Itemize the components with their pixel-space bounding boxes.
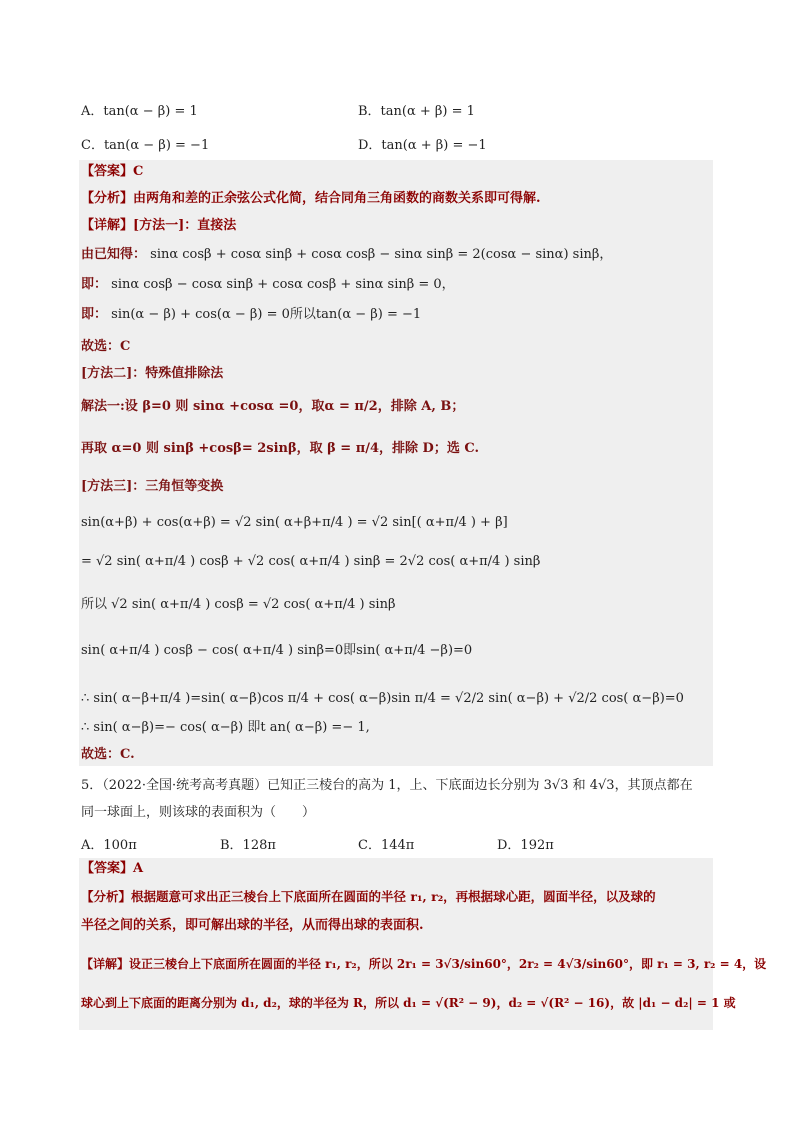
q4-line2-formula: sinα cosβ − cosα sinβ + cosα cosβ + sinα sinβ = 0， (111, 277, 455, 292)
method3-line2: = √2 sin( α+π/4 ) cosβ + √2 cos( α+π/4 ) sinβ = 2√2 cos( α+π/4 ) sinβ (81, 554, 541, 569)
q4-line3-label: 即： (81, 307, 108, 322)
method2-line1: 解法一:设 β=0 则 sinα +cosα =0，取α = π/2，排除 A, B； (81, 399, 465, 414)
q5-option-b: B．128π (220, 838, 276, 853)
q4-detail-heading: 【详解】[方法一]：直接法 (81, 218, 237, 233)
q4-option-a: A．tan(α − β) = 1 (81, 104, 198, 119)
q4-choose-2: 故选：C. (81, 747, 135, 762)
q5-answer: 【答案】A (81, 861, 144, 876)
q5-detail-line2: 球心到上下底面的距离分别为 d₁, d₂，球的半径为 R，所以 d₁ = √(R² − 9)，d₂ = √(R² − 16)，故 |d₁ − d₂| = 1 或 (81, 996, 736, 1010)
method3-line1: sin(α+β) + cos(α+β) = √2 sin( α+β+π/4 ) = √2 sin[( α+π/4 ) + β] (81, 515, 508, 530)
method3-heading: [方法三]：三角恒等变换 (81, 479, 224, 494)
q5-option-c: C．144π (358, 838, 415, 853)
method3-line4: sin( α+π/4 ) cosβ − cos( α+π/4 ) sinβ=0即sin( α+π/4 −β)=0 (81, 643, 473, 658)
q5-analysis-line1: 【分析】根据题意可求出正三棱台上下底面所在圆面的半径 r₁, r₂，再根据球心距，圆面半径，以及球的 (81, 889, 656, 904)
method2-line2: 再取 α=0 则 sinβ +cosβ= 2sinβ，取 β = π/4，排除 D；选 C. (81, 441, 480, 456)
q4-line1 (81, 248, 612, 261)
method3-line6: ∴ sin( α−β)=− cos( α−β) 即t an( α−β) =− 1, (81, 720, 370, 735)
q4-option-c: C．tan(α − β) = −1 (81, 138, 210, 153)
q5-option-a: A．100π (81, 838, 137, 853)
q4-analysis: 【分析】由两角和差的正余弦公式化简，结合同角三角函数的商数关系即可得解. (81, 191, 541, 206)
q4-choose-1: 故选：C (81, 339, 131, 354)
q4-line3-formula: sin(α − β) + cos(α − β) = 0所以tan(α − β) = −1 (111, 307, 422, 322)
q4-line1-formula: sinα cosβ + cosα sinβ + cosα cosβ − sinα sinβ = 2(cosα − sinα) sinβ， (150, 247, 613, 262)
q4-option-b: B．tan(α + β) = 1 (358, 104, 475, 119)
q5-analysis-line2: 半径之间的关系，即可解出球的半径，从而得出球的表面积. (81, 918, 424, 933)
q4-option-d: D．tan(α + β) = −1 (358, 138, 487, 153)
q5-stem-line2: 同一球面上，则该球的表面积为（ ） (81, 805, 316, 820)
q4-line2-label: 即： (81, 277, 108, 292)
method3-line5: ∴ sin( α−β+π/4 )=sin( α−β)cos π/4 + cos( α−β)sin π/4 = √2/2 sin( α−β) + √2/2 cos( α−β)=0 (81, 691, 684, 706)
q5-stem-line1: 5．（2022·全国·统考高考真题）已知正三棱台的高为 1，上、下底面边长分别为 3√3 和 4√3，其顶点都在 (81, 778, 693, 793)
q5-detail-line1: 【详解】设正三棱台上下底面所在圆面的半径 r₁, r₂，所以 2r₁ = 3√3/sin60°，2r₂ = 4√3/sin60°，即 r₁ = 3, r₂ = 4，设 (81, 957, 767, 971)
q4-line3 (81, 308, 421, 321)
method3-line3: 所以 √2 sin( α+π/4 ) cosβ = √2 cos( α+π/4 ) sinβ (81, 597, 396, 612)
q4-line1-label: 由已知得： (81, 247, 147, 262)
q4-answer: 【答案】C (81, 164, 144, 179)
q4-line2 (81, 278, 455, 291)
method2-heading: [方法二]：特殊值排除法 (81, 366, 224, 381)
q5-option-d: D．192π (497, 838, 554, 853)
